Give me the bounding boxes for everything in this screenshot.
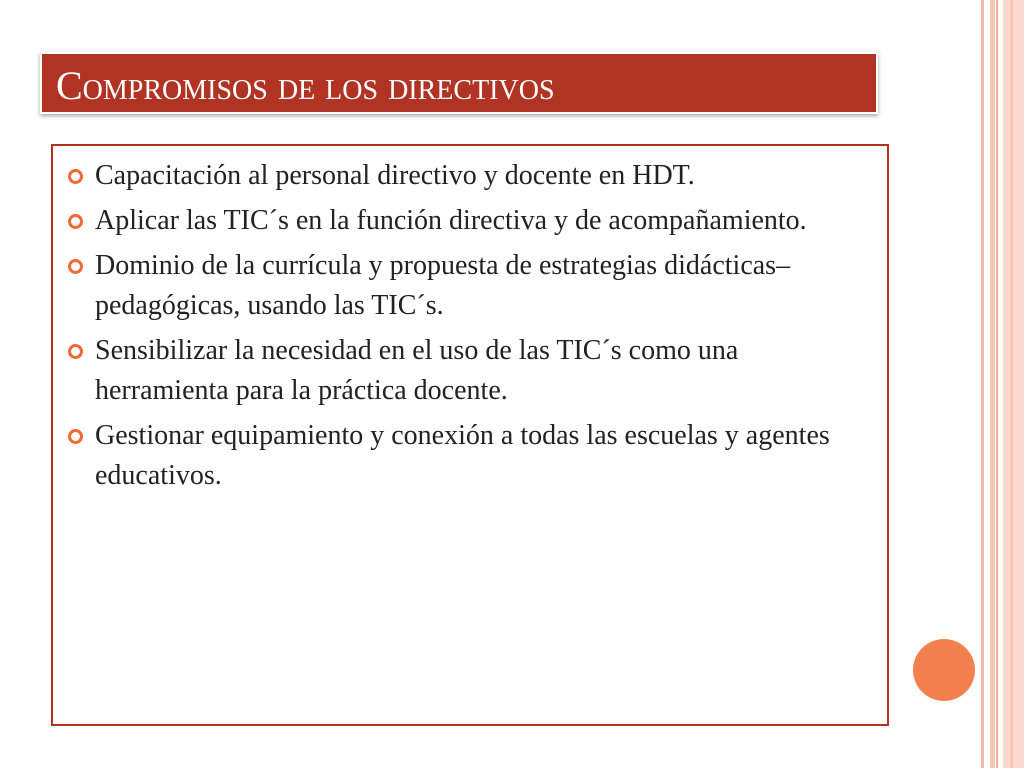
bullet-item — [65, 246, 855, 326]
bullet-text: Aplicar las TIC´s en la función directiva y de acompañamiento. — [95, 205, 807, 236]
bullet-text: Sensibilizar la necesidad en el uso de las TIC´s como una herramienta para la práctica docente. — [95, 335, 739, 406]
bullet-icon — [68, 259, 83, 274]
decorative-stripe — [996, 0, 998, 768]
bullet-text: Gestionar equipamiento y conexión a todas las escuelas y agentes educativos. — [95, 420, 830, 491]
title-bar — [40, 52, 878, 114]
bullet-list — [65, 156, 855, 501]
decorative-stripe — [990, 0, 995, 768]
bullet-item — [65, 331, 855, 411]
bullet-item — [65, 416, 855, 496]
slide-title: Compromisos de los directivos — [56, 63, 555, 108]
bullet-icon — [68, 169, 83, 184]
decorative-stripe — [1003, 0, 1024, 768]
content-box — [51, 144, 889, 726]
decorative-stripe — [1010, 0, 1013, 768]
bullet-icon — [68, 344, 83, 359]
bullet-item — [65, 156, 855, 196]
bullet-icon — [68, 214, 83, 229]
bullet-text: Dominio de la currícula y propuesta de estrategias didácticas–pedagógicas, usando las TIC´s. — [95, 250, 791, 321]
bullet-item — [65, 201, 855, 241]
decorative-stripe — [981, 0, 984, 768]
orange-circle-decoration — [913, 639, 975, 701]
bullet-icon — [68, 429, 83, 444]
bullet-text: Capacitación al personal directivo y docente en HDT. — [95, 160, 695, 191]
